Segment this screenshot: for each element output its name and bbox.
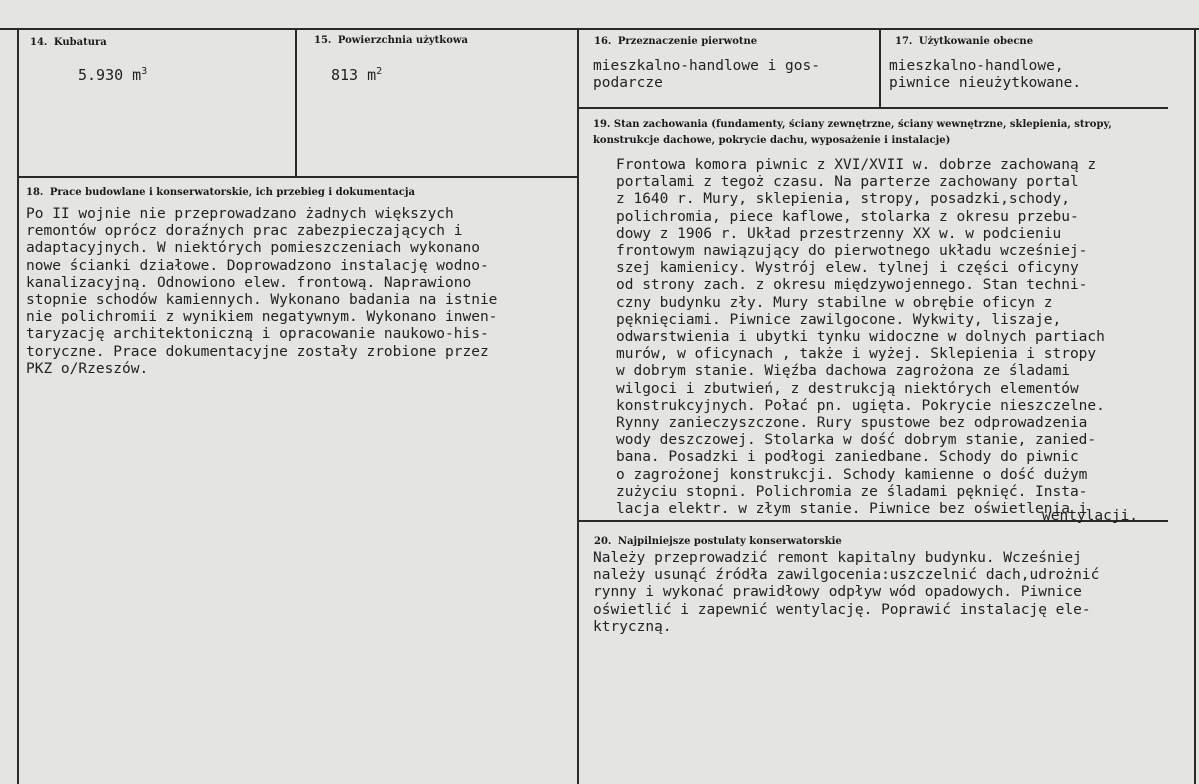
field-14-label <box>30 37 107 48</box>
field-16-number: 16. <box>594 36 612 47</box>
field-20-label <box>594 536 842 547</box>
original-purpose-text: mieszkalno-handlowe i gos- podarcze <box>593 58 820 92</box>
field-15-label <box>314 35 468 46</box>
field-16-title: Przeznaczenie pierwotne <box>617 36 758 47</box>
right-border <box>1194 28 1196 784</box>
field-17-number: 17. <box>895 36 913 47</box>
preservation-state-overflow-text: wentylacji. <box>1042 508 1139 524</box>
field-15-number: 15. <box>314 35 332 46</box>
conservation-postulates-text: Należy przeprowadzić remont kapitalny budynku. Wcześniej należy usunąć źródła zawilgocenia:uszczelnić dach,udrożnić rynny i wykonać prawidłowy odpływ wód opadowych. Piwnice oświetlić i zapewnić wentylację. Poprawić instalację ele- ktryczną. <box>593 550 1100 635</box>
divider-16-17 <box>879 28 881 108</box>
top-border <box>0 28 1199 30</box>
field-20-title: Najpilniejsze postulaty konserwatorskie <box>617 536 842 547</box>
field-19-number: 19. <box>593 119 611 130</box>
field-15-title: Powierzchnia użytkowa <box>337 35 468 46</box>
field-14-value <box>78 66 147 84</box>
divider-14-15 <box>295 28 297 177</box>
field-17-label <box>895 36 1033 47</box>
field-14-title: Kubatura <box>53 37 107 48</box>
field-17-title: Użytkowanie obecne <box>918 36 1034 47</box>
left-border <box>17 28 19 784</box>
field-15-value <box>331 66 382 84</box>
field-18-title: Prace budowlane i konserwatorskie, ich przebieg i dokumentacja <box>49 187 415 198</box>
construction-works-text: Po II wojnie nie przeprowadzano żadnych większych remontów oprócz doraźnych prac zabezpieczających i adaptacyjnych. W niektórych pomieszczeniach wykonano nowe ścianki działowe. Doprowadzono instalację wodno- kanalizacyjną. Odnowiono elew. frontową. Naprawiono stopnie schodów kamiennych. Wykonano badania na istnie nie polichromii z wynikiem negatywnym. Wykonano inwen- taryzację architektoniczną i opracowanie naukowo-his- toryczne. Prace dokumentacyjne zostały zrobione przez PKZ o/Rzeszów. <box>26 206 498 377</box>
row-divider-16-17 <box>577 107 1168 109</box>
cubature-unit-exponent: 3 <box>141 66 148 77</box>
usable-area-unit-exponent: 2 <box>376 66 383 77</box>
current-use-text: mieszkalno-handlowe, piwnice nieużytkowane. <box>889 58 1082 92</box>
field-18-label <box>26 187 415 198</box>
usable-area-value: 813 m <box>331 66 377 84</box>
divider-main <box>577 28 579 784</box>
field-18-number: 18. <box>26 187 44 198</box>
cubature-value: 5.930 m <box>78 66 142 84</box>
field-19-label <box>593 117 1112 149</box>
field-19-title: Stan zachowania (fundamenty, ściany zewnętrzne, ściany wewnętrzne, sklepienia, stropy, konstrukcje dachowe, pokrycie dachu, wyposażenie i instalacje) <box>593 119 1112 146</box>
preservation-state-text: Frontowa komora piwnic z XVI/XVII w. dobrze zachowaną z portalami z tegoż czasu. Na parterze zachowany portal z 1640 r. Mury, sklepienia, stropy, posadzki,schody, polichromia, piece kaflowe, stolarka z okresu przebu- dowy z 1906 r. Układ przestrzenny XX w. w podcieniu frontowym nawiązujący do pierwotnego układu wcześniej- szej kamienicy. Wystrój elew. tylnej i części oficyny od strony zach. z okresu międzywojennego. Stan techni- czny budynku zły. Mury stabilne w obrębie oficyn z pęknięciami. Piwnice zawilgocone. Wykwity, liszaje, odwarstwienia i ubytki tynku widoczne w dolnych partiach murów, w oficynach , także i wyżej. Sklepienia i stropy w dobrym stanie. Więźba dachowa zagrożona ze śladami wilgoci i zbutwień, z destrukcją niektórych elementów konstrukcyjnych. Połać pn. ugięta. Pokrycie nieszczelne. Rynny zanieczyszczone. Rury spustowe bez odprowadzenia wody deszczowej. Stolarka w dość dobrym stanie, zanied- bana. Posadzki i podłogi zaniedbane. Schody do piwnic o zagrożonej konstrukcji. Schody kamienne o dość dużym zużyciu stopni. Polichromia ze śladami pęknięć. Insta- lacja elektr. w złym stanie. Piwnice bez oświetlenia i <box>616 157 1105 518</box>
field-14-number: 14. <box>30 37 48 48</box>
field-20-number: 20. <box>594 536 612 547</box>
field-16-label <box>594 36 757 47</box>
row-divider-left <box>17 176 578 178</box>
